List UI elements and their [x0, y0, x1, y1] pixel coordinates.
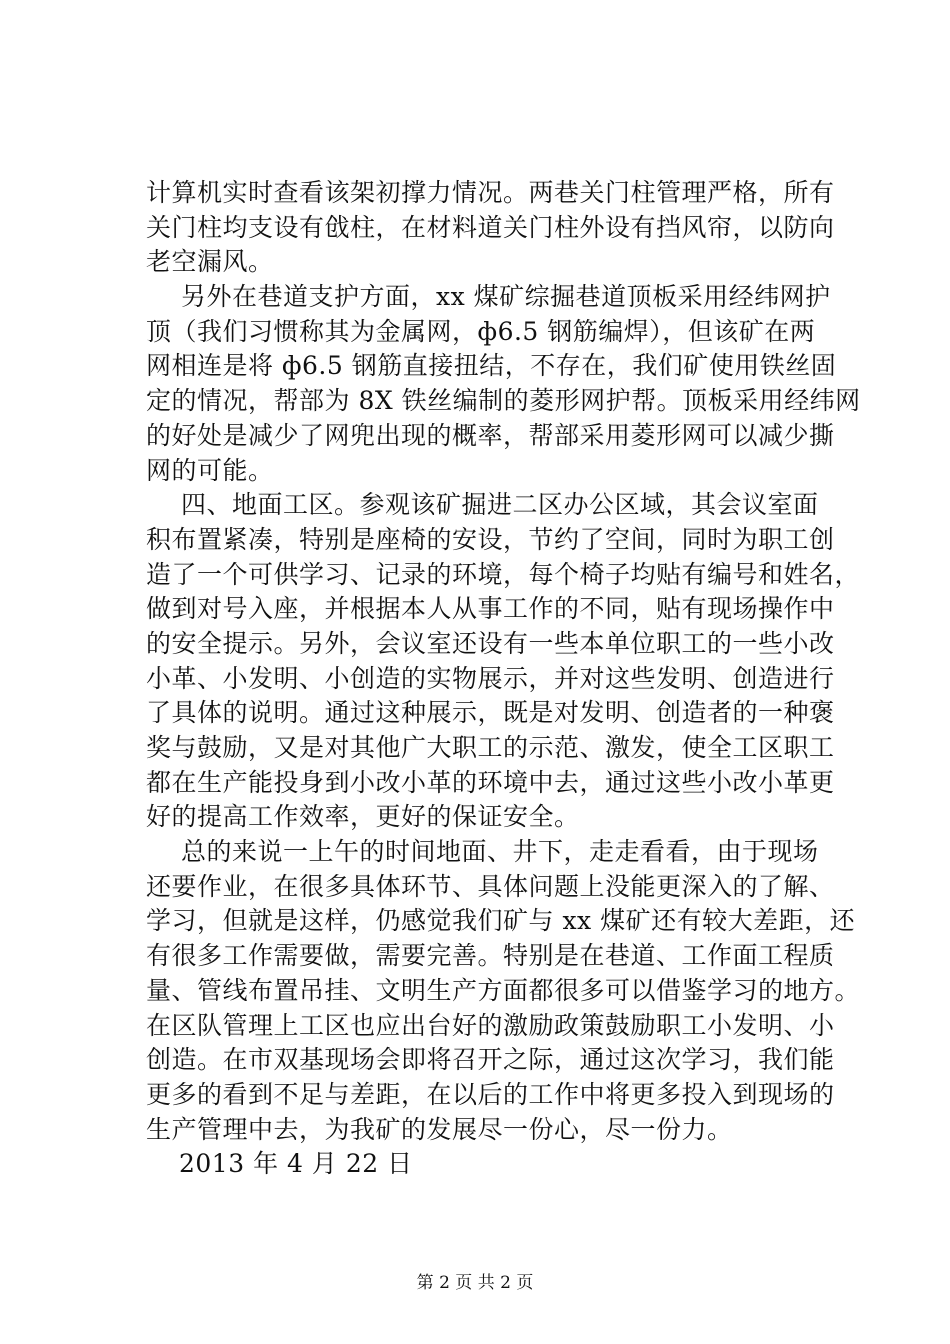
- text-line: 创造。在市双基现场会即将召开之际，通过这次学习，我们能: [146, 1045, 835, 1075]
- text-line: 顶（我们习惯称其为金属网，ф6.5 钢筋编焊），但该矿在两: [146, 316, 816, 346]
- text-line: 都在生产能投身到小改小革的环境中去，通过这些小改小革更: [146, 767, 835, 797]
- text-line: 关门柱均支设有戗柱，在材料道关门柱外设有挡风帘，以防向: [146, 212, 835, 242]
- text-line: 量、管线布置吊挂、文明生产方面都很多可以借鉴学习的地方。: [146, 975, 861, 1005]
- text-line: 学习，但就是这样，仍感觉我们矿与 xx 煤矿还有较大差距，还: [146, 906, 856, 936]
- text-line: 的好处是减少了网兜出现的概率，帮部采用菱形网可以减少撕: [146, 420, 835, 450]
- text-line: 老空漏风。: [146, 247, 274, 277]
- page-footer: 第 2 页 共 2 页: [416, 1273, 534, 1293]
- text-line: 好的提高工作效率，更好的保证安全。: [146, 802, 580, 832]
- text-line: 生产管理中去，为我矿的发展尽一份心，尽一份力。: [146, 1114, 733, 1144]
- text-line: 奖与鼓励，又是对其他广大职工的示范、激发，使全工区职工: [146, 733, 835, 762]
- text-line: 造了一个可供学习、记录的环境，每个椅子均贴有编号和姓名，: [146, 559, 861, 589]
- text-line: 在区队管理上工区也应出台好的激励政策鼓励职工小发明、小: [146, 1010, 835, 1040]
- paragraph-first-line: 四、地面工区。参观该矿掘进二区办公区域，其会议室面: [181, 490, 819, 520]
- text-line: 做到对号入座，并根据本人从事工作的不同，贴有现场操作中: [146, 594, 835, 624]
- text-line: 的安全提示。另外，会议室还设有一些本单位职工的一些小改: [146, 628, 835, 658]
- text-line: 更多的看到不足与差距，在以后的工作中将更多投入到现场的: [146, 1079, 835, 1109]
- text-line: 有很多工作需要做，需要完善。特别是在巷道、工作面工程质: [146, 941, 835, 971]
- text-line: 了具体的说明。通过这种展示，既是对发明、创造者的一种褒: [146, 698, 835, 728]
- document-date: 2013 年 4 月 22 日: [179, 1149, 413, 1179]
- text-line: 小革、小发明、小创造的实物展示，并对这些发明、创造进行: [146, 663, 835, 693]
- paragraph-first-line: 总的来说一上午的时间地面、井下，走走看看，由于现场: [181, 837, 819, 867]
- text-line: 网的可能。: [146, 455, 274, 485]
- text-line: 计算机实时查看该架初撑力情况。两巷关门柱管理严格，所有: [146, 178, 835, 207]
- document-body: [146, 176, 861, 1182]
- text-line: 积布置紧凑，特别是座椅的安设，节约了空间，同时为职工创: [146, 524, 835, 554]
- text-line: 还要作业，在很多具体环节、具体问题上没能更深入的了解、: [146, 871, 835, 901]
- paragraph-first-line: 另外在巷道支护方面，xx 煤矿综掘巷道顶板采用经纬网护: [181, 282, 831, 312]
- text-line: 网相连是将 ф6.5 钢筋直接扭结，不存在，我们矿使用铁丝固: [146, 351, 837, 381]
- text-line: 定的情况，帮部为 8X 铁丝编制的菱形网护帮。顶板采用经纬网: [146, 386, 861, 416]
